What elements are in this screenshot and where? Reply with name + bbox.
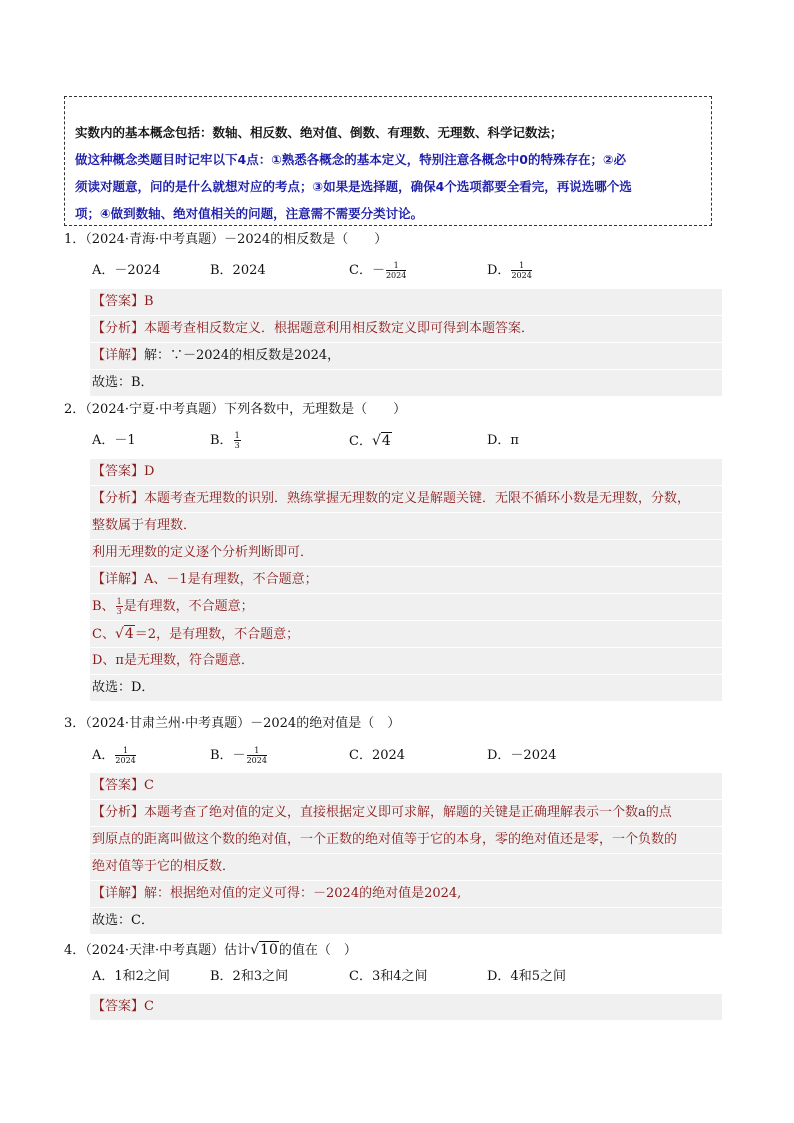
q3-option-b-prefix: B．－	[210, 748, 246, 763]
q2-option-b-den: 3	[234, 441, 240, 450]
q2-detail-3-radicand: 4	[124, 626, 134, 642]
q1-answer-tag: 【答案】	[92, 294, 145, 309]
q2-analysis-line-3: 利用无理数的定义逐个分析判断即可．	[90, 539, 722, 566]
q2-analysis-1: 本题考查无理数的识别．熟练掌握无理数的定义是解题关键．无限不循环小数是无理数，分数，	[144, 491, 691, 506]
q4-stem	[64, 940, 357, 961]
q2-detail-2-den: 3	[116, 607, 122, 616]
q3-answer-tag: 【答案】	[92, 778, 145, 793]
q4-answer-block	[90, 994, 722, 1020]
intro-line-4: 项；④做到数轴、绝对值相关的问题，注意需不需要分类讨论。	[75, 206, 424, 221]
q2-detail-2-suffix: 是有理数，不合题意；	[123, 599, 254, 614]
q3-detail-line	[90, 880, 722, 907]
q2-option-b	[210, 431, 242, 451]
q3-analysis-line-1	[90, 799, 722, 826]
q3-analysis-tag: 【分析】	[92, 805, 145, 820]
q3-answer-line	[90, 773, 722, 799]
q1-detail-line	[90, 342, 722, 369]
q3-detail: 解：根据绝对值的定义可得：－2024的绝对值是2024,	[144, 886, 462, 901]
q1-option-c	[349, 261, 407, 281]
q3-analysis-line-2: 到原点的距离叫做这个数的绝对值，一个正数的绝对值等于它的本身，零的绝对值还是零，一个负数的	[90, 826, 722, 853]
q2-option-c	[349, 431, 392, 452]
q1-option-a: A．－2024	[92, 263, 161, 278]
q3-option-c: C．2024	[349, 748, 406, 763]
q1-answer-block	[90, 289, 722, 396]
q1-answer: B	[144, 294, 154, 309]
q2-detail-3-suffix: ＝2，是有理数，不合题意；	[134, 627, 300, 642]
q1-option-c-num: 1	[386, 261, 406, 271]
q3-analysis-line-3: 绝对值等于它的相反数．	[90, 853, 722, 880]
q1-analysis-line	[90, 315, 722, 342]
q3-option-a	[92, 746, 137, 766]
q2-option-d: D．π	[487, 433, 519, 448]
q2-detail-line-2	[90, 593, 722, 620]
q2-option-b-num: 1	[234, 431, 240, 440]
q1-option-b: B．2024	[210, 263, 266, 278]
q1-stem: 1．（2024·青海·中考真题）－2024的相反数是（ ）	[64, 232, 388, 247]
q2-option-b-fraction	[234, 431, 241, 450]
q3-option-b-num: 1	[247, 746, 267, 756]
q1-option-d-fraction	[511, 261, 531, 280]
q2-answer-block	[90, 459, 722, 701]
q2-option-c-sqrt: √4	[371, 433, 391, 449]
q1-option-c-prefix: C．－	[349, 263, 385, 278]
q2-analysis-tag: 【分析】	[92, 491, 145, 506]
q4-answer: C	[144, 999, 154, 1014]
q4-answer-line	[90, 994, 722, 1020]
q1-detail: 解：∵－2024的相反数是2024，	[144, 348, 341, 363]
q4-stem-sqrt: √10	[250, 942, 278, 958]
q1-option-c-den: 2024	[385, 271, 407, 280]
q2-answer-line	[90, 459, 722, 485]
q3-answer-block	[90, 773, 722, 934]
q4-option-a: A．1和2之间	[92, 969, 170, 984]
q3-option-a-num: 1	[115, 746, 135, 756]
q2-option-a: A．－1	[92, 433, 136, 448]
q1-option-d-num: 1	[511, 261, 531, 271]
q2-answer: D	[144, 464, 155, 479]
intro-line-3: 须读对题意，问的是什么就想对应的考点；③如果是选择题，确保4个选项都要全看完，再说选哪个选	[75, 179, 632, 194]
q2-option-b-prefix: B．	[210, 433, 233, 448]
q4-option-d: D．4和5之间	[487, 969, 566, 984]
q2-stem: 2．（2024·宁夏·中考真题）下列各数中，无理数是（ ）	[64, 402, 407, 417]
q1-option-d-den: 2024	[511, 271, 532, 280]
q2-option-c-prefix: C．	[349, 434, 372, 449]
q2-option-c-radicand: 4	[381, 433, 391, 449]
q3-option-b-den: 2024	[246, 756, 267, 765]
q2-detail-3-sqrt: √4	[114, 626, 134, 642]
q3-detail-tag: 【详解】	[92, 886, 145, 901]
q2-answer-tag: 【答案】	[92, 464, 145, 479]
q2-detail-tag: 【详解】	[92, 572, 145, 587]
q3-option-a-fraction	[115, 746, 135, 765]
q1-detail-tag: 【详解】	[92, 348, 145, 363]
q2-detail-2-num: 1	[116, 597, 122, 606]
q2-detail-line-1	[90, 566, 722, 593]
q3-option-b	[210, 746, 268, 766]
q4-option-b: B．2和3之间	[210, 969, 289, 984]
q2-detail-1: A、－1是有理数，不合题意；	[144, 572, 318, 587]
intro-line-2: 做这种概念类题目时记牢以下4点：①熟悉各概念的基本定义，特别注意各概念中0的特殊存在；②必	[75, 152, 627, 167]
q1-analysis-tag: 【分析】	[92, 321, 145, 336]
q2-detail-line-4: D、π是无理数，符合题意．	[90, 647, 722, 674]
q3-option-a-den: 2024	[115, 756, 136, 765]
q1-option-d-prefix: D．	[487, 263, 511, 278]
q4-stem-suffix: 的值在（ ）	[278, 943, 357, 958]
q2-analysis-line-2: 整数属于有理数．	[90, 512, 722, 539]
q2-detail-3-prefix: C、	[92, 627, 115, 642]
q1-answer-line	[90, 289, 722, 315]
q3-option-d: D．－2024	[487, 748, 557, 763]
q3-answer: C	[144, 778, 154, 793]
q3-analysis-1: 本题考查了绝对值的定义，直接根据定义即可求解，解题的关键是正确理解表示一个数a的点	[144, 805, 672, 820]
q1-choose-line: 故选：B．	[90, 369, 722, 396]
q4-stem-prefix: 4．（2024·天津·中考真题）估计	[64, 943, 251, 958]
q3-option-a-prefix: A．	[92, 748, 115, 763]
q3-choose-line: 故选：C．	[90, 907, 722, 934]
q2-choose-line: 故选：D．	[90, 674, 722, 701]
q2-detail-2-prefix: B、	[92, 599, 115, 614]
intro-line-1: 实数内的基本概念包括：数轴、相反数、绝对值、倒数、有理数、无理数、科学记数法；	[75, 125, 563, 140]
q1-option-d	[487, 261, 533, 281]
q1-option-c-fraction	[386, 261, 406, 280]
q4-option-c: C．3和4之间	[349, 969, 428, 984]
intro-box	[64, 96, 712, 226]
q2-detail-2-fraction	[116, 597, 123, 616]
q4-stem-radicand: 10	[260, 942, 278, 958]
q2-analysis-line-1	[90, 485, 722, 512]
q3-option-b-fraction	[247, 746, 267, 765]
q1-analysis: 本题考查相反数定义．根据题意利用相反数定义即可得到本题答案．	[144, 321, 535, 336]
q3-stem: 3．（2024·甘肃兰州·中考真题）－2024的绝对值是（ ）	[64, 716, 401, 731]
q4-answer-tag: 【答案】	[92, 999, 145, 1014]
q2-detail-line-3	[90, 620, 722, 647]
